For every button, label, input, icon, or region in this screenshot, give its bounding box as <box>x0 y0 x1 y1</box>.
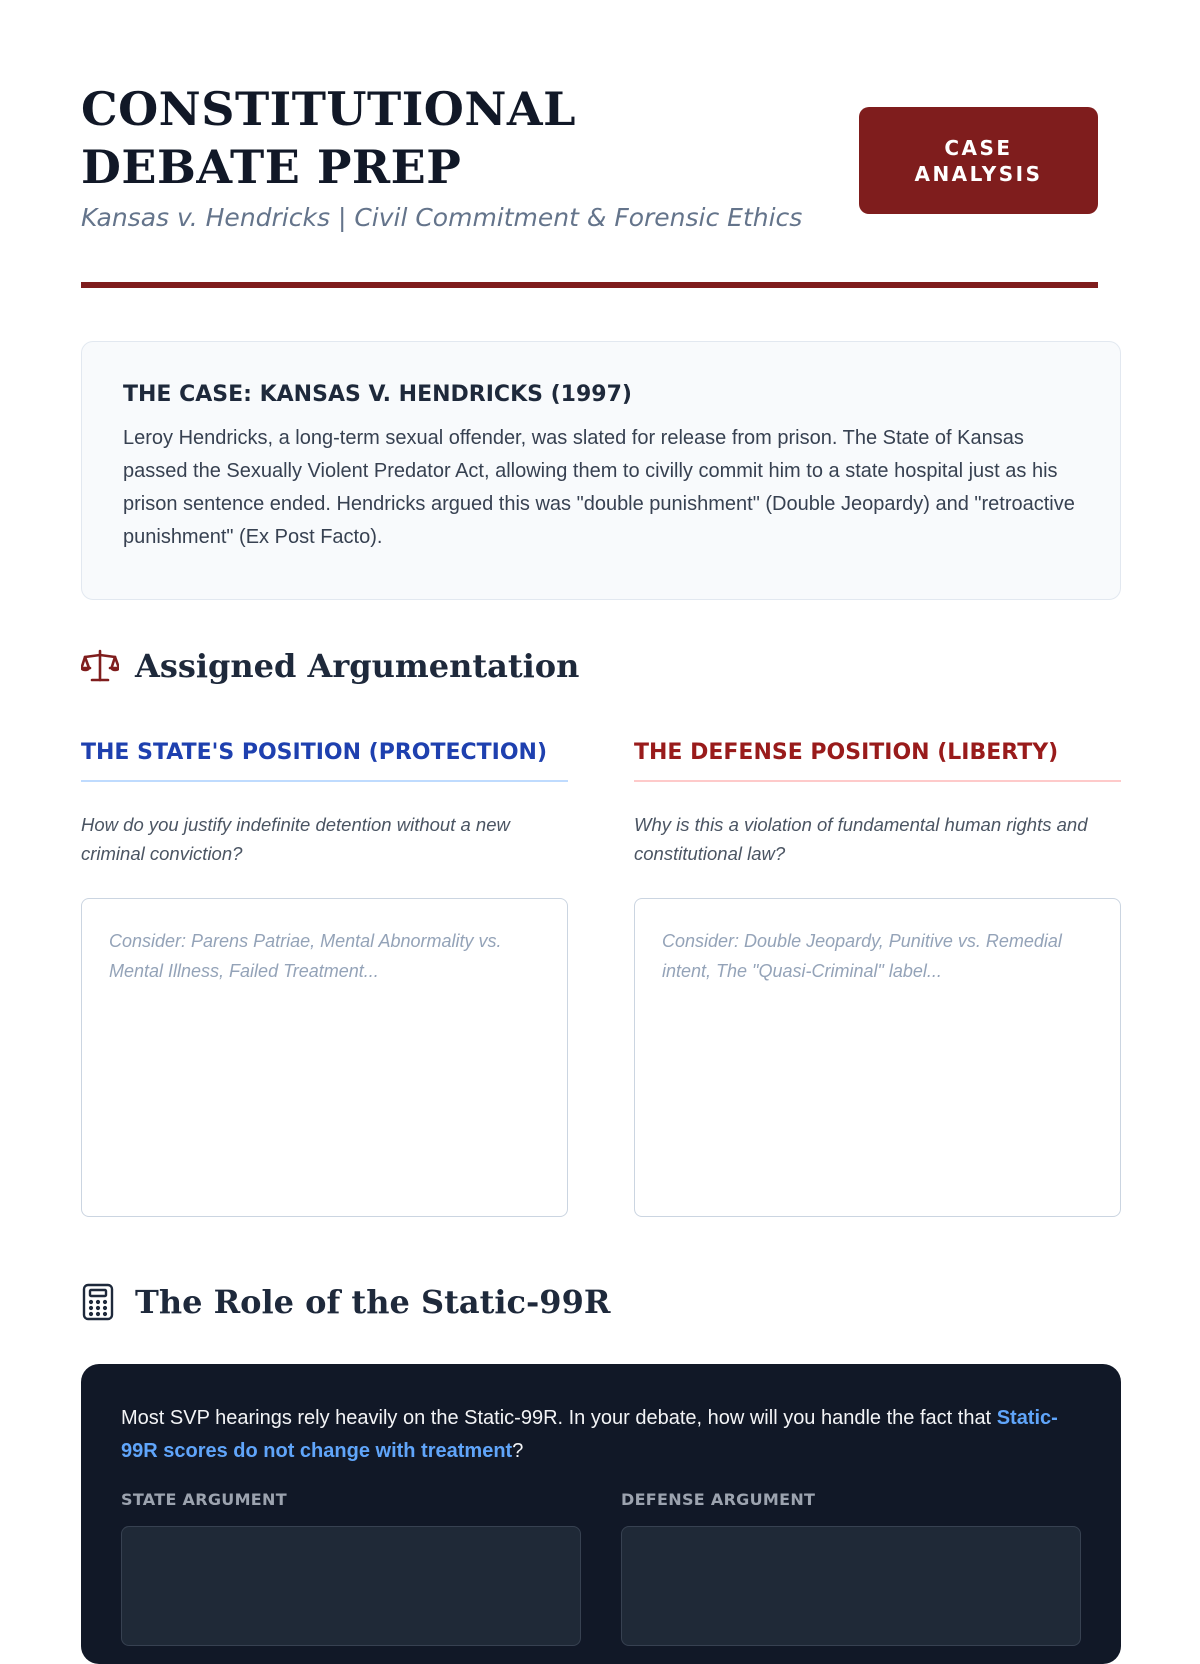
scale-icon <box>81 646 121 686</box>
state-argument-column <box>121 1490 581 1651</box>
page-title: CONSTITUTIONAL DEBATE PREP <box>81 82 576 194</box>
page-subtitle: Kansas v. Hendricks | Civil Commitment & Forensic Ethics <box>81 203 803 232</box>
static99r-panel <box>81 1364 1121 1664</box>
header <box>81 0 1098 288</box>
static99r-title: The Role of the Static-99R <box>135 1283 611 1321</box>
case-body: Leroy Hendricks, a long-term sexual offender, was slated for release from prison. The State of Kansas passed the Sexually Violent Predator Act, allowing them to civilly commit him to a state hospital just as his prison sentence ended. Hendricks argued this was "double punishment" (Double Jeopardy) and "retroactive punishment" (Ex Post Facto). <box>123 427 1075 548</box>
argumentation-title: Assigned Argumentation <box>135 647 580 685</box>
static99r-highlight: Static-99R scores do not change with treatment <box>121 1407 1058 1462</box>
state-argument-input[interactable] <box>121 1526 581 1646</box>
static99r-section-title <box>81 1282 610 1322</box>
defense-argument-label: DEFENSE ARGUMENT <box>621 1490 816 1509</box>
case-summary-box <box>81 341 1121 600</box>
static99r-prompt-text: Most SVP hearings rely heavily on the Static-99R. In your debate, how will you handle the fact that <box>121 1407 997 1429</box>
defense-position-column <box>634 740 1121 1222</box>
case-heading: THE CASE: KANSAS V. HENDRICKS (1997) <box>123 382 632 407</box>
state-position-input[interactable] <box>81 898 568 1217</box>
defense-position-input[interactable] <box>634 898 1121 1217</box>
calculator-icon <box>81 1282 121 1322</box>
defense-argument-input[interactable] <box>621 1526 1081 1646</box>
defense-position-heading: THE DEFENSE POSITION (LIBERTY) <box>634 740 1121 782</box>
defense-position-question: Why is this a violation of fundamental human rights and constitutional law? <box>634 814 1088 864</box>
state-position-question: How do you justify indefinite detention without a new criminal conviction? <box>81 814 510 864</box>
state-argument-label: STATE ARGUMENT <box>121 1490 287 1509</box>
argument-row <box>121 1490 1081 1651</box>
state-position-column <box>81 740 568 1222</box>
defense-argument-column <box>621 1490 1081 1651</box>
argumentation-section-title <box>81 646 579 686</box>
static99r-prompt-end: ? <box>512 1440 524 1462</box>
static99r-prompt <box>121 1402 1081 1468</box>
state-position-heading: THE STATE'S POSITION (PROTECTION) <box>81 740 568 782</box>
case-analysis-button[interactable]: CASE ANALYSIS <box>859 107 1098 214</box>
